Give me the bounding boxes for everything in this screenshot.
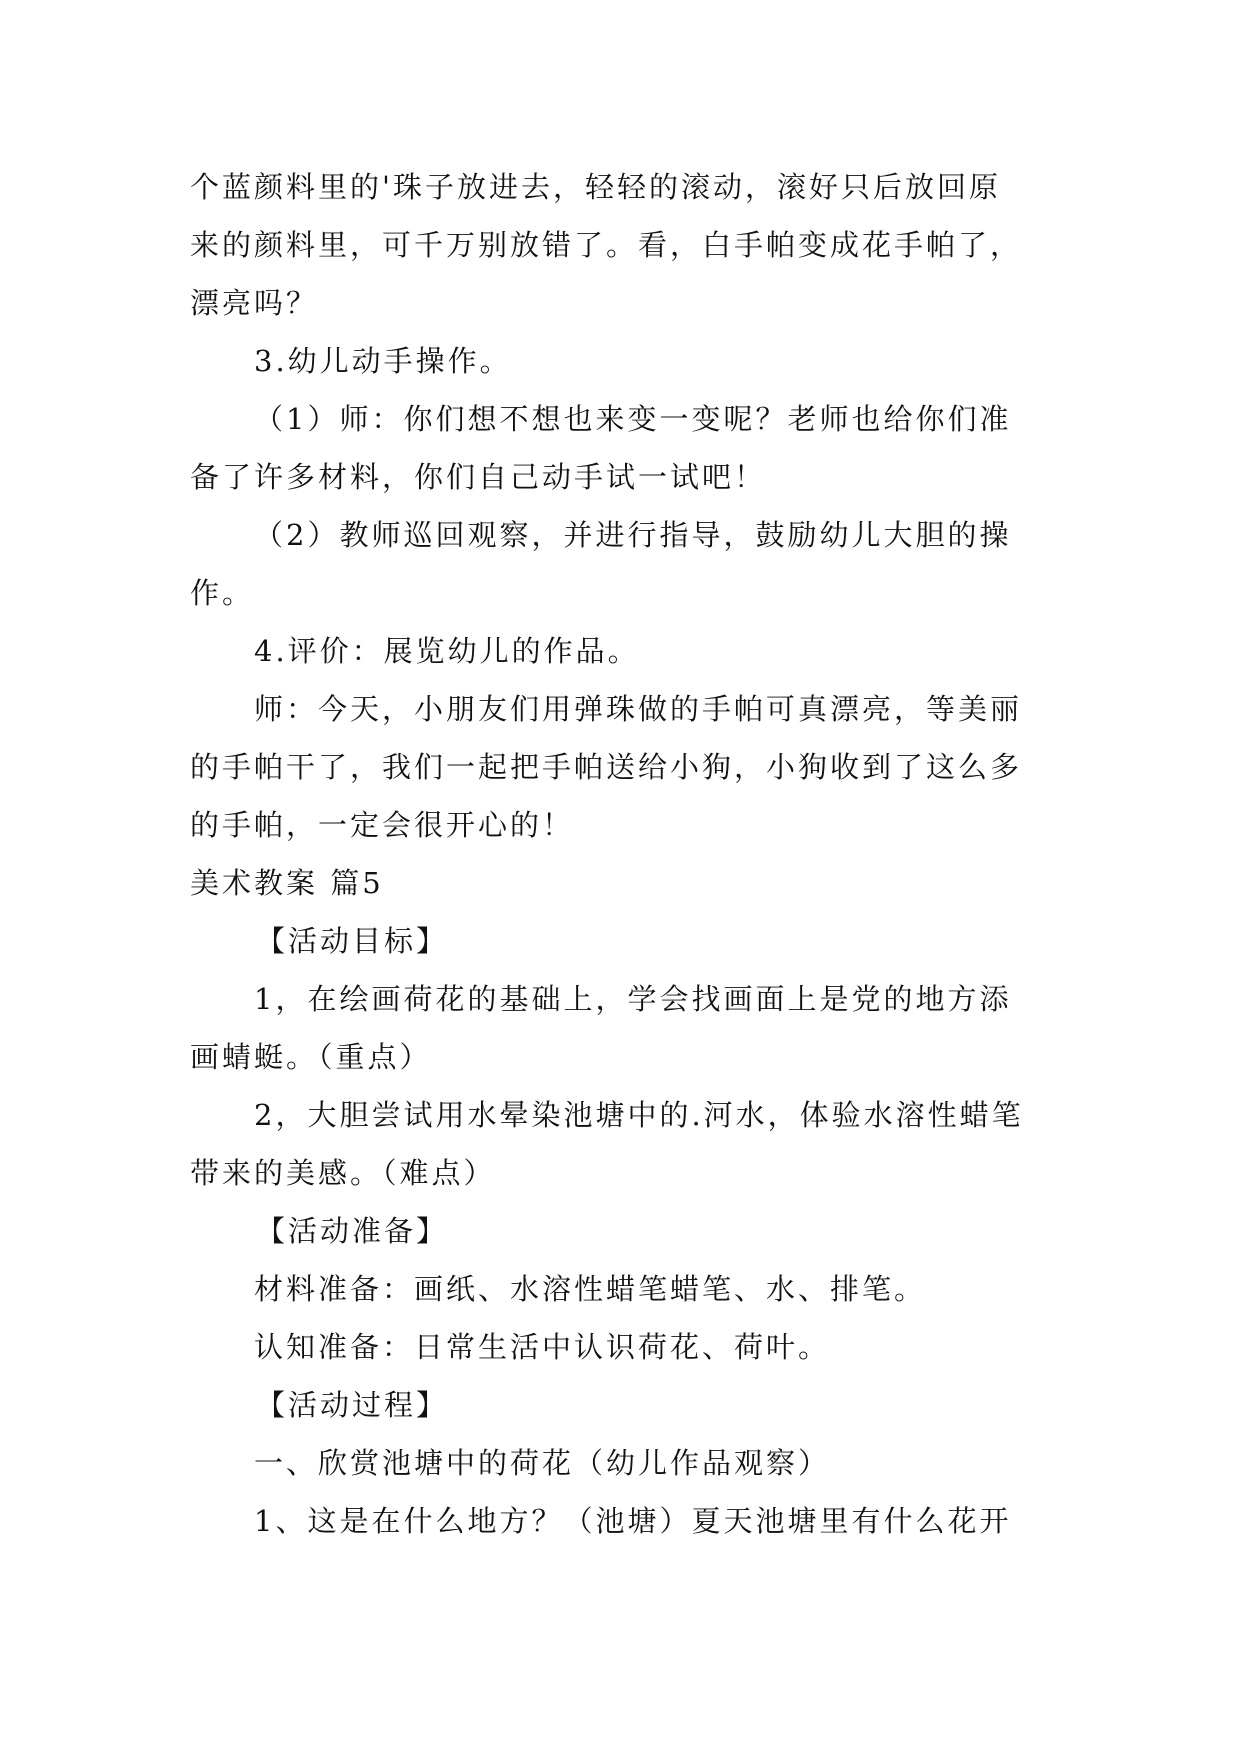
text-line: 2，大胆尝试用水晕染池塘中的.河水，体验水溶性蜡笔 xyxy=(254,1098,1024,1132)
text-line: 画蜻蜓。（重点） xyxy=(190,1040,432,1074)
text-line: 带来的美感。（难点） xyxy=(190,1156,496,1190)
text-line: 认知准备：日常生活中认识荷花、荷叶。 xyxy=(254,1330,831,1364)
text-line: （2）教师巡回观察，并进行指导，鼓励幼儿大胆的操 xyxy=(254,518,1012,552)
body-text xyxy=(190,158,1050,1550)
text-line: （1）师：你们想不想也来变一变呢？老师也给你们准 xyxy=(254,402,1012,436)
text-line: 的手帕干了，我们一起把手帕送给小狗，小狗收到了这么多 xyxy=(190,750,1023,784)
text-line: 来的颜料里，可千万别放错了。看，白手帕变成花手帕了， xyxy=(190,228,1023,262)
text-line: 个蓝颜料里的'珠子放进去，轻轻的滚动，滚好只后放回原 xyxy=(190,170,1001,204)
text-line: 1，在绘画荷花的基础上，学会找画面上是党的地方添 xyxy=(254,982,1012,1016)
text-line: 一、欣赏池塘中的荷花（幼儿作品观察） xyxy=(254,1446,831,1480)
text-line: 漂亮吗？ xyxy=(190,286,319,320)
text-line: 材料准备：画纸、水溶性蜡笔蜡笔、水、排笔。 xyxy=(254,1272,927,1306)
text-line: 3.幼儿动手操作。 xyxy=(254,344,512,378)
text-line: 师：今天，小朋友们用弹珠做的手帕可真漂亮，等美丽 xyxy=(254,692,1023,726)
text-line: 作。 xyxy=(190,576,255,610)
text-line: 的手帕，一定会很开心的！ xyxy=(190,808,575,842)
subsection-heading: 【活动准备】 xyxy=(256,1214,449,1248)
text-line: 备了许多材料，你们自己动手试一试吧！ xyxy=(190,460,767,494)
text-line: 4.评价：展览幼儿的作品。 xyxy=(254,634,640,668)
subsection-heading: 【活动过程】 xyxy=(256,1388,449,1422)
text-line: 1、这是在什么地方？（池塘）夏天池塘里有什么花开 xyxy=(254,1504,1012,1538)
section-heading: 美术教案 篇5 xyxy=(190,866,384,900)
subsection-heading: 【活动目标】 xyxy=(256,924,449,958)
